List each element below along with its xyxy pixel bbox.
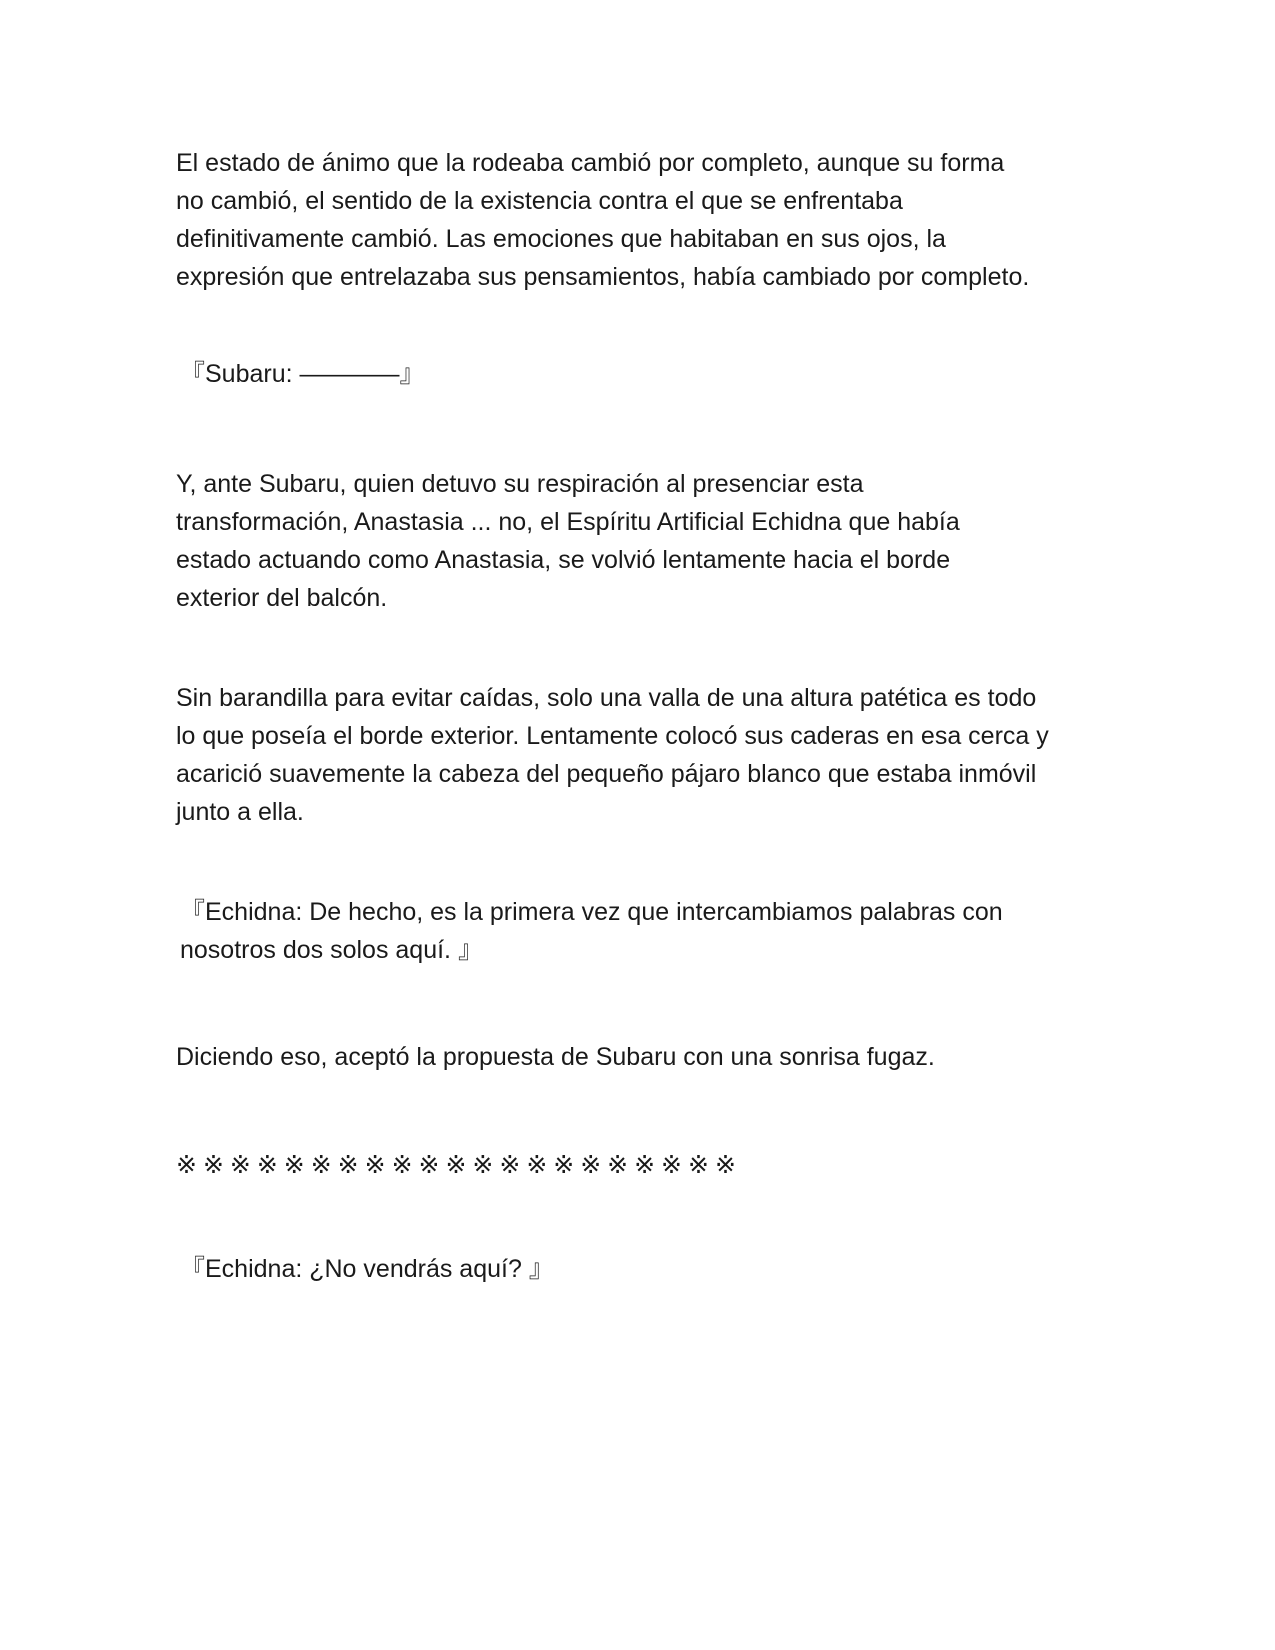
dialogue-subaru: 『Subaru: ————』 <box>180 360 425 388</box>
paragraph-balcony-fence: Sin barandilla para evitar caídas, solo una valla de una altura patética es todo lo que poseía el borde exterior. Lentamente colocó sus caderas en esa cerca y acarició suavemente la cabeza del pequeño pájaro blanco que estaba inmóvil junto a ella. <box>176 684 1049 826</box>
paragraph-mood-change: El estado de ánimo que la rodeaba cambió por completo, aunque su forma no cambió, el sentido de la existencia contra el que se enfrentaba definitivamente cambió. Las emociones que habitaban en sus ojos, la expresión que entrelazaba sus pensamientos, había cambiado por completo. <box>176 149 1030 291</box>
dialogue-echidna-question: 『Echidna: ¿No vendrás aquí? 』 <box>180 1255 554 1283</box>
scene-separator: ※※※※※※※※※※※※※※※※※※※※※ <box>176 1150 742 1179</box>
paragraph-smile: Diciendo eso, aceptó la propuesta de Subaru con una sonrisa fugaz. <box>176 1043 935 1071</box>
paragraph-transformation: Y, ante Subaru, quien detuvo su respiración al presenciar esta transformación, Anastasia ... no, el Espíritu Artificial Echidna que había estado actuando como Anastasia, se volvió lentamente hacia el borde exterior del balcón. <box>176 470 960 612</box>
dialogue-echidna-first: 『Echidna: De hecho, es la primera vez que intercambiamos palabras con nosotros dos solos aquí. 』 <box>180 898 1003 964</box>
